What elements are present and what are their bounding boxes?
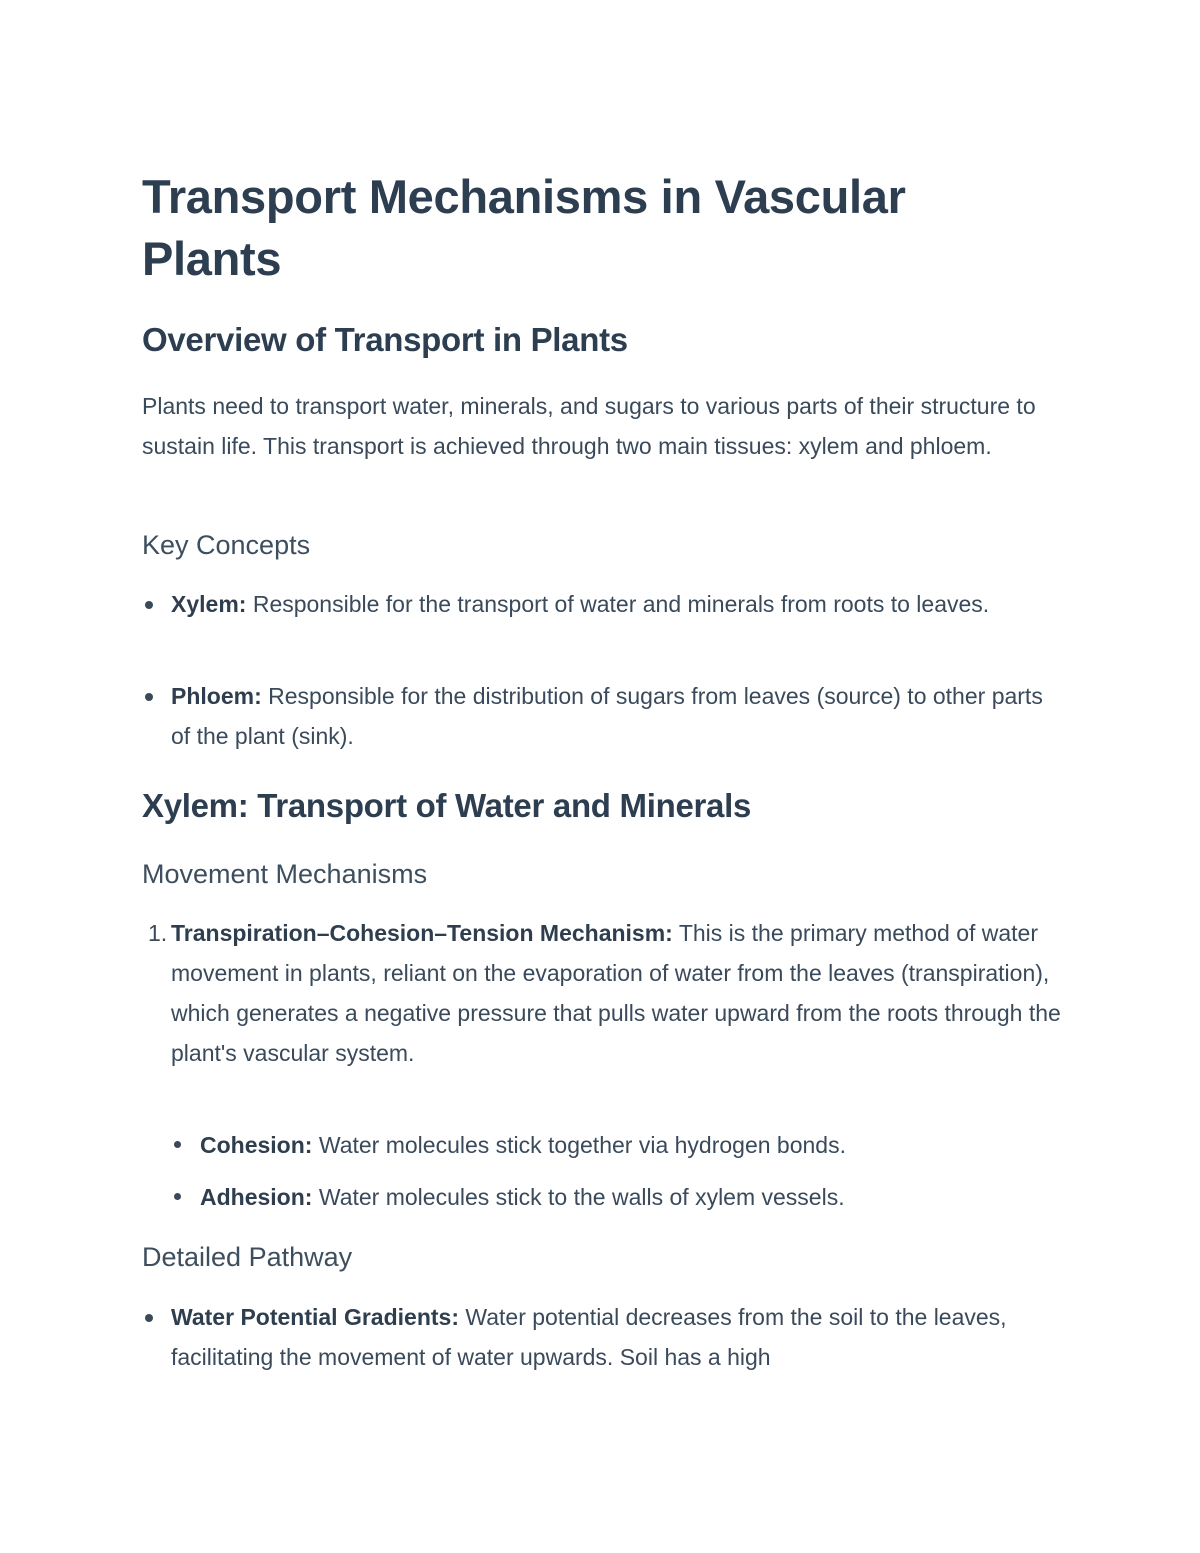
definition-water-potential: Water potential decreases from the soil to the leaves, facilitating the movement of water upwards. Soil has a high xyxy=(171,1304,1007,1370)
key-concepts-heading: Key Concepts xyxy=(142,530,311,560)
definition-adhesion: Water molecules stick to the walls of xylem vessels. xyxy=(312,1184,845,1210)
term-transpiration: Transpiration–Cohesion–Tension Mechanism: xyxy=(171,920,673,946)
bullet-icon xyxy=(174,1141,181,1148)
bullet-icon xyxy=(174,1193,181,1200)
overview-heading: Overview of Transport in Plants xyxy=(142,321,628,358)
list-number: 1. xyxy=(148,920,168,946)
numbered-item-transpiration xyxy=(171,913,1071,1073)
term-phloem: Phloem: xyxy=(171,683,262,709)
sub-item-cohesion xyxy=(200,1125,1060,1165)
movement-mechanisms-heading: Movement Mechanisms xyxy=(142,859,428,889)
overview-paragraph: Plants need to transport water, minerals, and sugars to various parts of their structure to sustain life. This transport is achieved through two main tissues: xylem and phloem. xyxy=(142,393,1036,459)
list-item-water-potential xyxy=(171,1297,1051,1377)
bullet-icon xyxy=(145,693,153,701)
detailed-pathway-heading: Detailed Pathway xyxy=(142,1242,353,1272)
sub-item-adhesion xyxy=(200,1177,1060,1217)
term-adhesion: Adhesion: xyxy=(200,1184,313,1210)
definition-cohesion: Water molecules stick together via hydrogen bonds. xyxy=(312,1132,846,1158)
term-cohesion: Cohesion: xyxy=(200,1132,313,1158)
list-item-xylem xyxy=(171,584,1051,624)
bullet-icon xyxy=(145,601,153,609)
term-xylem: Xylem: xyxy=(171,591,247,617)
list-item-phloem xyxy=(171,676,1061,756)
page-title: Transport Mechanisms in Vascular Plants xyxy=(142,170,906,285)
definition-xylem: Responsible for the transport of water and minerals from roots to leaves. xyxy=(246,591,990,617)
bullet-icon xyxy=(145,1314,153,1322)
definition-transpiration: This is the primary method of water movement in plants, reliant on the evaporation of water from the leaves (transpiration), which generates a negative pressure that pulls water upward from the roots through the plant's vascular system. xyxy=(171,920,1061,1066)
term-water-potential: Water Potential Gradients: xyxy=(171,1304,459,1330)
xylem-heading: Xylem: Transport of Water and Minerals xyxy=(142,787,752,824)
definition-phloem: Responsible for the distribution of sugars from leaves (source) to other parts of the plant (sink). xyxy=(171,683,1043,749)
